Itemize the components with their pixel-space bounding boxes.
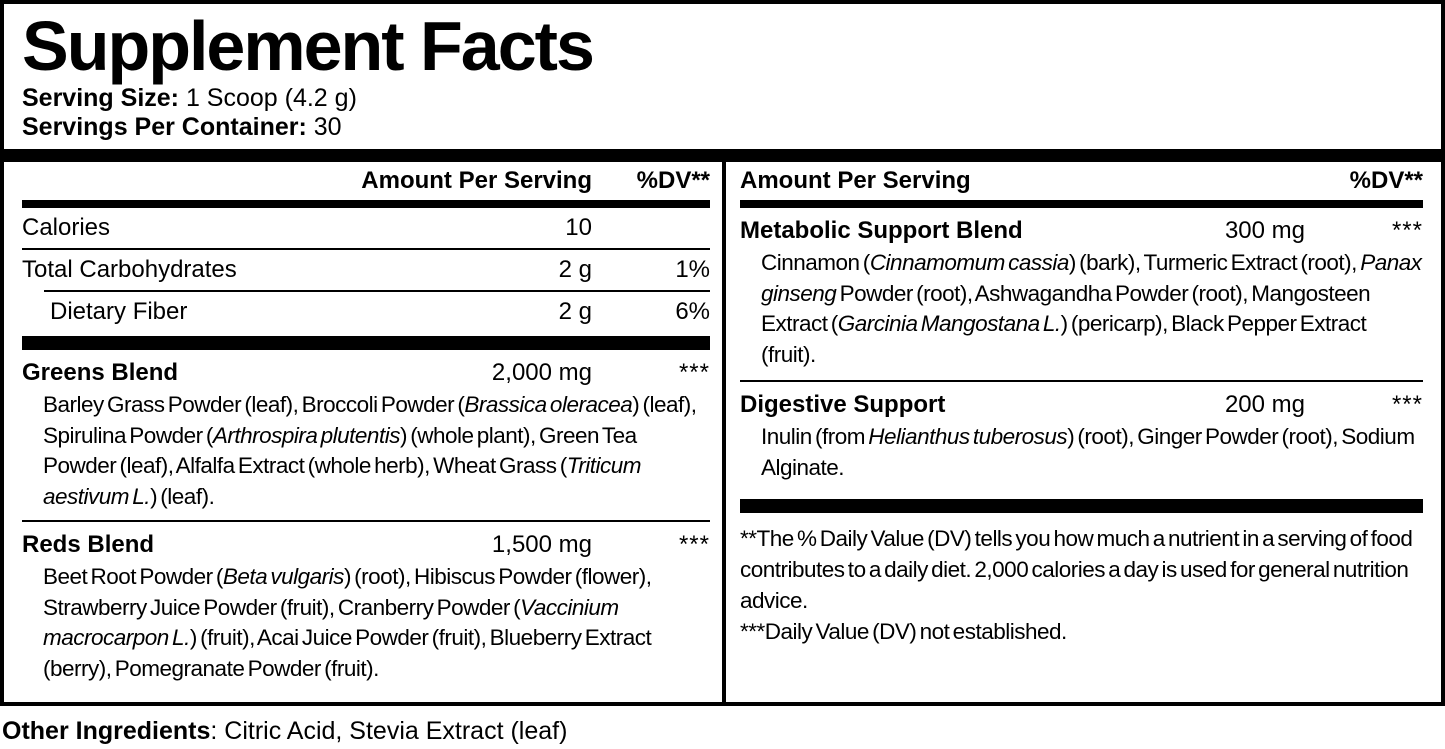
blend-row-metabolic-support (740, 208, 1423, 245)
footnote-separator-bar (740, 499, 1423, 513)
other-ingredients-label: Other Ingredients (2, 717, 211, 745)
nutrient-name: Total Carbohydrates (22, 256, 237, 283)
section-separator-bar (22, 336, 710, 350)
left-column-header (22, 162, 710, 200)
nutrient-row-dietary-fiber (22, 292, 710, 332)
header-separator-bar-left (22, 200, 710, 208)
header-separator-bar-right (740, 200, 1423, 208)
nutrient-dv: 6% (675, 298, 710, 325)
footnote-dv-not-established: ***Daily Value (DV) not established. (740, 619, 1067, 644)
blend-amount: 1,500 mg (491, 531, 592, 558)
blend-ingredients-digestive: Inulin (from Helianthus tuberosus) (root), Ginger Powder (root), Sodium Alginate. (761, 424, 1415, 480)
right-dv-header: %DV** (1349, 167, 1423, 194)
nutrient-row-total-carbohydrates (22, 250, 710, 290)
servings-per-container-line (22, 113, 1423, 142)
nutrient-dv: 1% (675, 256, 710, 283)
blend-ingredients-metabolic: Cinnamon (Cinnamomum cassia) (bark), Turmeric Extract (root), Panax ginseng Powder (root), Ashwagandha Powder (root), Mangosteen Extract (Garcinia Mangostana L.) (pericarp), Black Pepper Extract (fruit). (761, 250, 1422, 367)
left-amount-header: Amount Per Serving (361, 167, 592, 194)
blend-row-reds (22, 522, 710, 559)
page-title: Supplement Facts (22, 7, 593, 85)
blend-row-digestive-support (740, 382, 1423, 419)
blend-dv: *** (1391, 217, 1423, 244)
blend-name: Digestive Support (740, 391, 946, 418)
blend-ingredients-greens: Barley Grass Powder (leaf), Broccoli Powder (Brassica oleracea) (leaf), Spirulina Powder (Arthrospira plutentis) (whole plant), Green Tea Powder (leaf), Alfalfa Extract (whole herb), Wheat Grass (Triticum aestivum L.) (leaf). (43, 392, 697, 509)
blend-name: Reds Blend (22, 531, 155, 558)
nutrient-amount: 10 (565, 214, 592, 241)
top-separator-bar (4, 149, 1441, 162)
other-ingredients-value: : Citric Acid, Stevia Extract (leaf) (210, 717, 568, 745)
panel-header (4, 4, 1441, 142)
servings-label: Servings Per Container: (22, 113, 307, 141)
left-dv-header: %DV** (636, 167, 710, 194)
footnote-dv-explanation: **The % Daily Value (DV) tells you how much a nutrient in a serving of food contributes to a daily diet. 2,000 calories a day is used for general nutrition advice. (740, 526, 1413, 613)
other-ingredients-line (2, 716, 567, 746)
nutrient-name: Dietary Fiber (50, 298, 188, 325)
blend-amount: 200 mg (1224, 391, 1305, 418)
right-column-header (740, 162, 1423, 200)
blend-dv: *** (678, 531, 710, 558)
blend-amount: 300 mg (1224, 217, 1305, 244)
nutrient-row-calories (22, 208, 710, 248)
serving-size-value: 1 Scoop (4.2 g) (185, 84, 357, 112)
left-column (4, 162, 722, 702)
blend-name: Greens Blend (22, 359, 179, 386)
blend-amount: 2,000 mg (491, 359, 592, 386)
serving-size-label: Serving Size: (22, 84, 179, 112)
nutrient-amount: 2 g (558, 256, 592, 283)
blend-dv: *** (678, 359, 710, 386)
right-column (726, 162, 1441, 702)
serving-size-line (22, 84, 1423, 113)
blend-name: Metabolic Support Blend (740, 217, 1023, 244)
right-amount-header: Amount Per Serving (740, 167, 971, 194)
nutrient-name: Calories (22, 214, 111, 241)
blend-ingredients-reds: Beet Root Powder (Beta vulgaris) (root), Hibiscus Powder (flower), Strawberry Juice Powder (fruit), Cranberry Powder (Vaccinium macrocarpon L.) (fruit), Acai Juice Powder (fruit), Blueberry Extract (berry), Pomegranate Powder (fruit). (43, 564, 652, 681)
blend-row-greens (22, 350, 710, 387)
blend-dv: *** (1391, 391, 1423, 418)
nutrient-amount: 2 g (558, 298, 592, 325)
facts-columns (4, 162, 1441, 702)
daily-value-footnote (740, 523, 1423, 647)
servings-value: 30 (313, 113, 342, 141)
